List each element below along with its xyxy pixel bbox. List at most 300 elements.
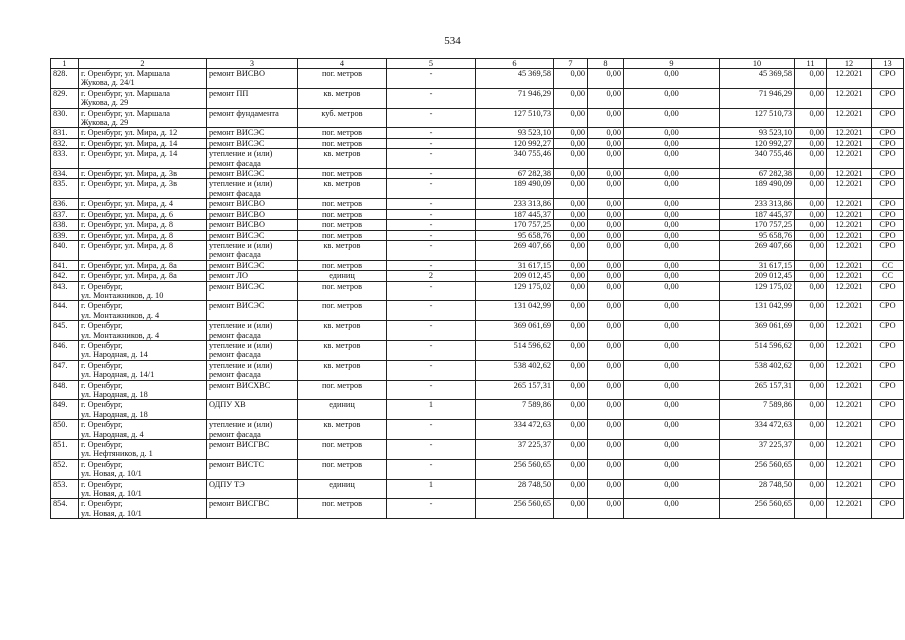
quantity-cell: - xyxy=(387,380,476,400)
funding-way-cell: СС xyxy=(872,260,904,270)
address-cell xyxy=(79,128,207,138)
cost-col11-cell: 0,00 xyxy=(795,240,827,260)
cost-col8-cell: 0,00 xyxy=(588,108,624,128)
quantity-cell: - xyxy=(387,440,476,460)
table-row xyxy=(51,499,904,519)
cost-col11-cell: 0,00 xyxy=(795,149,827,169)
cost-col10-cell: 127 510,73 xyxy=(720,108,795,128)
work-type-cell xyxy=(207,209,298,219)
cost-col9-cell: 0,00 xyxy=(624,230,720,240)
address-cell xyxy=(79,301,207,321)
funding-way-cell: СРО xyxy=(872,179,904,199)
table-row xyxy=(51,179,904,199)
cost-col11-cell: 0,00 xyxy=(795,108,827,128)
total-cost-cell: 93 523,10 xyxy=(476,128,554,138)
address-cell-line: г. Оренбург, ул. Мира, д. 14 xyxy=(81,138,178,148)
work-type-cell-line: ремонт фундамента xyxy=(209,108,279,118)
period-cell: 12.2021 xyxy=(827,199,872,209)
total-cost-cell: 45 369,58 xyxy=(476,69,554,89)
quantity-cell: - xyxy=(387,360,476,380)
cost-col7-cell: 0,00 xyxy=(554,138,588,148)
unit-cell: кв. метров xyxy=(298,149,387,169)
period-cell: 12.2021 xyxy=(827,479,872,499)
unit-cell: пог. метров xyxy=(298,128,387,138)
work-type-cell-line: ремонт фасада xyxy=(209,429,261,439)
cost-col11-cell: 0,00 xyxy=(795,271,827,281)
work-type-cell-line: ремонт ВИСЭС xyxy=(209,301,265,311)
address-cell-line: г. Оренбург, ул. Мира, д. 8а xyxy=(81,271,177,281)
cost-col7-cell: 0,00 xyxy=(554,230,588,240)
row-number-cell: 829. xyxy=(51,88,79,108)
period-cell: 12.2021 xyxy=(827,220,872,230)
row-number-cell: 841. xyxy=(51,260,79,270)
cost-col9-cell: 0,00 xyxy=(624,220,720,230)
address-cell-line: ул. Монтажников, д. 4 xyxy=(81,330,160,340)
work-type-cell-line: ремонт фасада xyxy=(209,330,261,340)
unit-cell: пог. метров xyxy=(298,209,387,219)
address-cell-line: г. Оренбург, xyxy=(81,479,123,489)
period-cell: 12.2021 xyxy=(827,440,872,460)
cost-col8-cell: 0,00 xyxy=(588,128,624,138)
work-type-cell-line: ремонт фасада xyxy=(209,188,261,198)
work-type-cell xyxy=(207,240,298,260)
address-cell-line: ул. Новая, д. 10/1 xyxy=(81,469,142,479)
address-cell xyxy=(79,360,207,380)
cost-col9-cell: 0,00 xyxy=(624,199,720,209)
work-type-cell xyxy=(207,420,298,440)
cost-col9-cell: 0,00 xyxy=(624,281,720,301)
cost-col11-cell: 0,00 xyxy=(795,459,827,479)
cost-col11-cell: 0,00 xyxy=(795,380,827,400)
table-row xyxy=(51,479,904,499)
cost-col10-cell: 269 407,66 xyxy=(720,240,795,260)
table-row xyxy=(51,260,904,270)
unit-cell: пог. метров xyxy=(298,138,387,148)
work-type-cell xyxy=(207,400,298,420)
cost-col9-cell: 0,00 xyxy=(624,459,720,479)
work-type-cell xyxy=(207,169,298,179)
cost-col9-cell: 0,00 xyxy=(624,420,720,440)
total-cost-cell: 7 589,86 xyxy=(476,400,554,420)
unit-cell: пог. метров xyxy=(298,380,387,400)
address-cell-line: г. Оренбург, ул. Мира, д. 8а xyxy=(81,260,177,270)
cost-col10-cell: 71 946,29 xyxy=(720,88,795,108)
work-type-cell xyxy=(207,230,298,240)
cost-col10-cell: 93 523,10 xyxy=(720,128,795,138)
cost-col8-cell: 0,00 xyxy=(588,321,624,341)
cost-col9-cell: 0,00 xyxy=(624,169,720,179)
work-type-cell xyxy=(207,321,298,341)
work-type-cell xyxy=(207,499,298,519)
table-row xyxy=(51,149,904,169)
total-cost-cell: 256 560,65 xyxy=(476,459,554,479)
cost-col7-cell: 0,00 xyxy=(554,260,588,270)
unit-cell: пог. метров xyxy=(298,69,387,89)
address-cell-line: Жукова, д. 24/1 xyxy=(81,78,135,88)
cost-col8-cell: 0,00 xyxy=(588,360,624,380)
work-type-cell-line: ремонт ВИСВО xyxy=(209,69,265,78)
total-cost-cell: 538 402,62 xyxy=(476,360,554,380)
work-type-cell-line: утепление и (или) xyxy=(209,360,273,370)
address-cell xyxy=(79,88,207,108)
quantity-cell: - xyxy=(387,230,476,240)
cost-col9-cell: 0,00 xyxy=(624,360,720,380)
address-cell-line: ул. Народная, д. 18 xyxy=(81,409,148,419)
cost-col9-cell: 0,00 xyxy=(624,260,720,270)
cost-col8-cell: 0,00 xyxy=(588,281,624,301)
quantity-cell: - xyxy=(387,179,476,199)
cost-col9-cell: 0,00 xyxy=(624,440,720,460)
unit-cell: кв. метров xyxy=(298,321,387,341)
work-type-cell-line: ОДПУ ХВ xyxy=(209,400,246,410)
total-cost-cell: 514 596,62 xyxy=(476,340,554,360)
funding-way-cell: СС xyxy=(872,271,904,281)
address-cell xyxy=(79,169,207,179)
cost-col10-cell: 120 992,27 xyxy=(720,138,795,148)
cost-col10-cell: 187 445,37 xyxy=(720,209,795,219)
address-cell-line: г. Оренбург, ул. Мира, д. 3в xyxy=(81,179,178,189)
unit-cell: кв. метров xyxy=(298,360,387,380)
row-number-cell: 836. xyxy=(51,199,79,209)
cost-col11-cell: 0,00 xyxy=(795,400,827,420)
cost-col10-cell: 514 596,62 xyxy=(720,340,795,360)
work-type-cell-line: ремонт ВИСЭС xyxy=(209,169,265,179)
total-cost-cell: 71 946,29 xyxy=(476,88,554,108)
work-type-cell xyxy=(207,149,298,169)
cost-col8-cell: 0,00 xyxy=(588,301,624,321)
cost-col8-cell: 0,00 xyxy=(588,340,624,360)
column-number-header: 8 xyxy=(588,59,624,69)
work-type-cell xyxy=(207,271,298,281)
table-row xyxy=(51,459,904,479)
cost-col10-cell: 189 490,09 xyxy=(720,179,795,199)
table-row xyxy=(51,169,904,179)
period-cell: 12.2021 xyxy=(827,240,872,260)
cost-col10-cell: 170 757,25 xyxy=(720,220,795,230)
address-cell-line: ул. Новая, д. 10/1 xyxy=(81,508,142,518)
address-cell-line: ул. Народная, д. 14 xyxy=(81,350,148,360)
cost-col10-cell: 129 175,02 xyxy=(720,281,795,301)
column-number-header: 12 xyxy=(827,59,872,69)
work-type-cell xyxy=(207,179,298,199)
address-cell xyxy=(79,459,207,479)
cost-col9-cell: 0,00 xyxy=(624,128,720,138)
quantity-cell: - xyxy=(387,321,476,341)
table-row xyxy=(51,108,904,128)
work-type-cell-line: ремонт фасада xyxy=(209,158,261,168)
work-type-cell-line: ремонт ВИСТС xyxy=(209,459,265,469)
total-cost-cell: 187 445,37 xyxy=(476,209,554,219)
address-cell xyxy=(79,380,207,400)
row-number-cell: 845. xyxy=(51,321,79,341)
cost-col9-cell: 0,00 xyxy=(624,108,720,128)
cost-col7-cell: 0,00 xyxy=(554,271,588,281)
period-cell: 12.2021 xyxy=(827,420,872,440)
cost-col7-cell: 0,00 xyxy=(554,240,588,260)
quantity-cell: - xyxy=(387,69,476,89)
period-cell: 12.2021 xyxy=(827,271,872,281)
cost-col7-cell: 0,00 xyxy=(554,88,588,108)
address-cell-line: г. Оренбург, ул. Мира, д. 8 xyxy=(81,220,174,230)
cost-col8-cell: 0,00 xyxy=(588,179,624,199)
total-cost-cell: 127 510,73 xyxy=(476,108,554,128)
address-cell xyxy=(79,199,207,209)
quantity-cell: - xyxy=(387,220,476,230)
work-type-cell-line: утепление и (или) xyxy=(209,321,273,331)
quantity-cell: - xyxy=(387,199,476,209)
funding-way-cell: СРО xyxy=(872,301,904,321)
column-number-header: 5 xyxy=(387,59,476,69)
column-number-header: 3 xyxy=(207,59,298,69)
row-number-cell: 830. xyxy=(51,108,79,128)
quantity-cell: - xyxy=(387,459,476,479)
cost-col9-cell: 0,00 xyxy=(624,88,720,108)
table-row xyxy=(51,128,904,138)
cost-col10-cell: 538 402,62 xyxy=(720,360,795,380)
unit-cell: кв. метров xyxy=(298,420,387,440)
work-type-cell-line: ремонт фасада xyxy=(209,250,261,260)
cost-col8-cell: 0,00 xyxy=(588,440,624,460)
cost-col7-cell: 0,00 xyxy=(554,400,588,420)
work-type-cell-line: ОДПУ ТЭ xyxy=(209,479,245,489)
cost-col10-cell: 233 313,86 xyxy=(720,199,795,209)
address-cell-line: ул. Народная, д. 4 xyxy=(81,429,144,439)
work-type-cell-line: ремонт ВИСЭС xyxy=(209,260,265,270)
work-type-cell-line: ремонт фасада xyxy=(209,350,261,360)
address-cell-line: г. Оренбург, xyxy=(81,420,123,430)
funding-way-cell: СРО xyxy=(872,230,904,240)
cost-col11-cell: 0,00 xyxy=(795,260,827,270)
table-row xyxy=(51,400,904,420)
cost-col11-cell: 0,00 xyxy=(795,340,827,360)
cost-col7-cell: 0,00 xyxy=(554,149,588,169)
cost-col9-cell: 0,00 xyxy=(624,179,720,199)
cost-col10-cell: 256 560,65 xyxy=(720,499,795,519)
total-cost-cell: 28 748,50 xyxy=(476,479,554,499)
period-cell: 12.2021 xyxy=(827,128,872,138)
cost-col11-cell: 0,00 xyxy=(795,499,827,519)
row-number-cell: 844. xyxy=(51,301,79,321)
work-type-cell-line: ремонт ВИСЭС xyxy=(209,281,265,291)
address-cell-line: г. Оренбург, ул. Мира, д. 14 xyxy=(81,149,178,159)
cost-col8-cell: 0,00 xyxy=(588,88,624,108)
unit-cell: пог. метров xyxy=(298,260,387,270)
cost-col10-cell: 369 061,69 xyxy=(720,321,795,341)
row-number-cell: 842. xyxy=(51,271,79,281)
cost-col7-cell: 0,00 xyxy=(554,459,588,479)
cost-col8-cell: 0,00 xyxy=(588,169,624,179)
period-cell: 12.2021 xyxy=(827,179,872,199)
unit-cell: пог. метров xyxy=(298,440,387,460)
address-cell xyxy=(79,271,207,281)
address-cell-line: ул. Народная, д. 14/1 xyxy=(81,370,155,380)
row-number-cell: 853. xyxy=(51,479,79,499)
work-type-cell-line: утепление и (или) xyxy=(209,420,273,430)
cost-col9-cell: 0,00 xyxy=(624,149,720,169)
funding-way-cell: СРО xyxy=(872,440,904,460)
cost-col10-cell: 28 748,50 xyxy=(720,479,795,499)
cost-col8-cell: 0,00 xyxy=(588,240,624,260)
total-cost-cell: 120 992,27 xyxy=(476,138,554,148)
cost-col11-cell: 0,00 xyxy=(795,88,827,108)
unit-cell: пог. метров xyxy=(298,301,387,321)
period-cell: 12.2021 xyxy=(827,138,872,148)
address-cell-line: г. Оренбург, xyxy=(81,360,123,370)
address-cell xyxy=(79,281,207,301)
column-number-row xyxy=(51,59,904,69)
work-type-cell-line: утепление и (или) xyxy=(209,240,273,250)
cost-col8-cell: 0,00 xyxy=(588,420,624,440)
table-row xyxy=(51,420,904,440)
table-row xyxy=(51,209,904,219)
work-type-cell xyxy=(207,340,298,360)
unit-cell: пог. метров xyxy=(298,499,387,519)
address-cell-line: г. Оренбург, xyxy=(81,380,123,390)
address-cell xyxy=(79,340,207,360)
work-type-cell-line: ремонт ВИСВО xyxy=(209,209,265,219)
row-number-cell: 848. xyxy=(51,380,79,400)
cost-col9-cell: 0,00 xyxy=(624,209,720,219)
cost-col7-cell: 0,00 xyxy=(554,360,588,380)
table-row xyxy=(51,380,904,400)
row-number-cell: 835. xyxy=(51,179,79,199)
work-type-cell xyxy=(207,479,298,499)
cost-col10-cell: 37 225,37 xyxy=(720,440,795,460)
address-cell-line: ул. Народная, д. 18 xyxy=(81,390,148,399)
cost-col9-cell: 0,00 xyxy=(624,380,720,400)
unit-cell: пог. метров xyxy=(298,459,387,479)
funding-way-cell: СРО xyxy=(872,69,904,89)
total-cost-cell: 209 012,45 xyxy=(476,271,554,281)
work-type-cell xyxy=(207,220,298,230)
address-cell-line: г. Оренбург, ул. Маршала xyxy=(81,88,170,98)
column-number-header: 6 xyxy=(476,59,554,69)
cost-col10-cell: 45 369,58 xyxy=(720,69,795,89)
work-type-cell-line: ремонт ВИСГВС xyxy=(209,440,270,450)
total-cost-cell: 189 490,09 xyxy=(476,179,554,199)
address-cell-line: г. Оренбург, xyxy=(81,281,123,291)
address-cell-line: ул. Монтажников, д. 10 xyxy=(81,290,164,300)
cost-col8-cell: 0,00 xyxy=(588,479,624,499)
quantity-cell: - xyxy=(387,209,476,219)
table-row xyxy=(51,440,904,460)
work-type-cell-line: ремонт ВИСЭС xyxy=(209,128,265,138)
cost-col7-cell: 0,00 xyxy=(554,479,588,499)
unit-cell: единиц xyxy=(298,400,387,420)
cost-col9-cell: 0,00 xyxy=(624,340,720,360)
quantity-cell: - xyxy=(387,169,476,179)
row-number-cell: 828. xyxy=(51,69,79,89)
address-cell-line: Жукова, д. 29 xyxy=(81,98,129,108)
work-type-cell-line: ремонт ВИСВО xyxy=(209,220,265,230)
address-cell-line: г. Оренбург, xyxy=(81,440,123,450)
table-row xyxy=(51,281,904,301)
period-cell: 12.2021 xyxy=(827,360,872,380)
quantity-cell: - xyxy=(387,281,476,301)
address-cell-line: г. Оренбург, xyxy=(81,499,123,509)
cost-col11-cell: 0,00 xyxy=(795,301,827,321)
cost-col8-cell: 0,00 xyxy=(588,209,624,219)
address-cell xyxy=(79,149,207,169)
row-number-cell: 833. xyxy=(51,149,79,169)
work-type-cell-line: ремонт фасада xyxy=(209,370,261,380)
cost-col8-cell: 0,00 xyxy=(588,400,624,420)
column-number-header: 4 xyxy=(298,59,387,69)
unit-cell: пог. метров xyxy=(298,281,387,301)
cost-col7-cell: 0,00 xyxy=(554,380,588,400)
table-row xyxy=(51,199,904,209)
funding-way-cell: СРО xyxy=(872,281,904,301)
total-cost-cell: 269 407,66 xyxy=(476,240,554,260)
table-row xyxy=(51,301,904,321)
column-number-header: 10 xyxy=(720,59,795,69)
funding-way-cell: СРО xyxy=(872,240,904,260)
quantity-cell: - xyxy=(387,260,476,270)
column-number-header: 11 xyxy=(795,59,827,69)
period-cell: 12.2021 xyxy=(827,499,872,519)
unit-cell: кв. метров xyxy=(298,179,387,199)
funding-way-cell: СРО xyxy=(872,420,904,440)
cost-col8-cell: 0,00 xyxy=(588,499,624,519)
quantity-cell: 2 xyxy=(387,271,476,281)
row-number-cell: 851. xyxy=(51,440,79,460)
unit-cell: пог. метров xyxy=(298,199,387,209)
cost-col7-cell: 0,00 xyxy=(554,420,588,440)
column-number-header: 1 xyxy=(51,59,79,69)
period-cell: 12.2021 xyxy=(827,149,872,169)
address-cell-line: г. Оренбург, xyxy=(81,340,123,350)
row-number-cell: 854. xyxy=(51,499,79,519)
quantity-cell: - xyxy=(387,499,476,519)
period-cell: 12.2021 xyxy=(827,69,872,89)
cost-col9-cell: 0,00 xyxy=(624,400,720,420)
address-cell-line: г. Оренбург, ул. Мира, д. 8 xyxy=(81,240,174,250)
cost-col9-cell: 0,00 xyxy=(624,499,720,519)
address-cell-line: г. Оренбург, ул. Мира, д. 12 xyxy=(81,128,178,138)
address-cell xyxy=(79,69,207,89)
cost-col11-cell: 0,00 xyxy=(795,179,827,199)
unit-cell: кв. метров xyxy=(298,240,387,260)
cost-col11-cell: 0,00 xyxy=(795,440,827,460)
total-cost-cell: 31 617,15 xyxy=(476,260,554,270)
period-cell: 12.2021 xyxy=(827,230,872,240)
total-cost-cell: 131 042,99 xyxy=(476,301,554,321)
row-number-cell: 834. xyxy=(51,169,79,179)
table-row xyxy=(51,271,904,281)
funding-way-cell: СРО xyxy=(872,169,904,179)
cost-col7-cell: 0,00 xyxy=(554,169,588,179)
cost-col7-cell: 0,00 xyxy=(554,128,588,138)
work-type-cell-line: ремонт ВИСЭС xyxy=(209,138,265,148)
funding-way-cell: СРО xyxy=(872,108,904,128)
work-type-cell-line: ремонт ЛО xyxy=(209,271,248,281)
cost-col9-cell: 0,00 xyxy=(624,138,720,148)
cost-col8-cell: 0,00 xyxy=(588,220,624,230)
total-cost-cell: 95 658,76 xyxy=(476,230,554,240)
table-row xyxy=(51,240,904,260)
period-cell: 12.2021 xyxy=(827,321,872,341)
cost-col10-cell: 131 042,99 xyxy=(720,301,795,321)
cost-col7-cell: 0,00 xyxy=(554,69,588,89)
cost-col7-cell: 0,00 xyxy=(554,179,588,199)
quantity-cell: - xyxy=(387,138,476,148)
cost-col10-cell: 209 012,45 xyxy=(720,271,795,281)
funding-way-cell: СРО xyxy=(872,128,904,138)
work-type-cell xyxy=(207,301,298,321)
cost-col11-cell: 0,00 xyxy=(795,281,827,301)
address-cell xyxy=(79,209,207,219)
cost-col8-cell: 0,00 xyxy=(588,138,624,148)
